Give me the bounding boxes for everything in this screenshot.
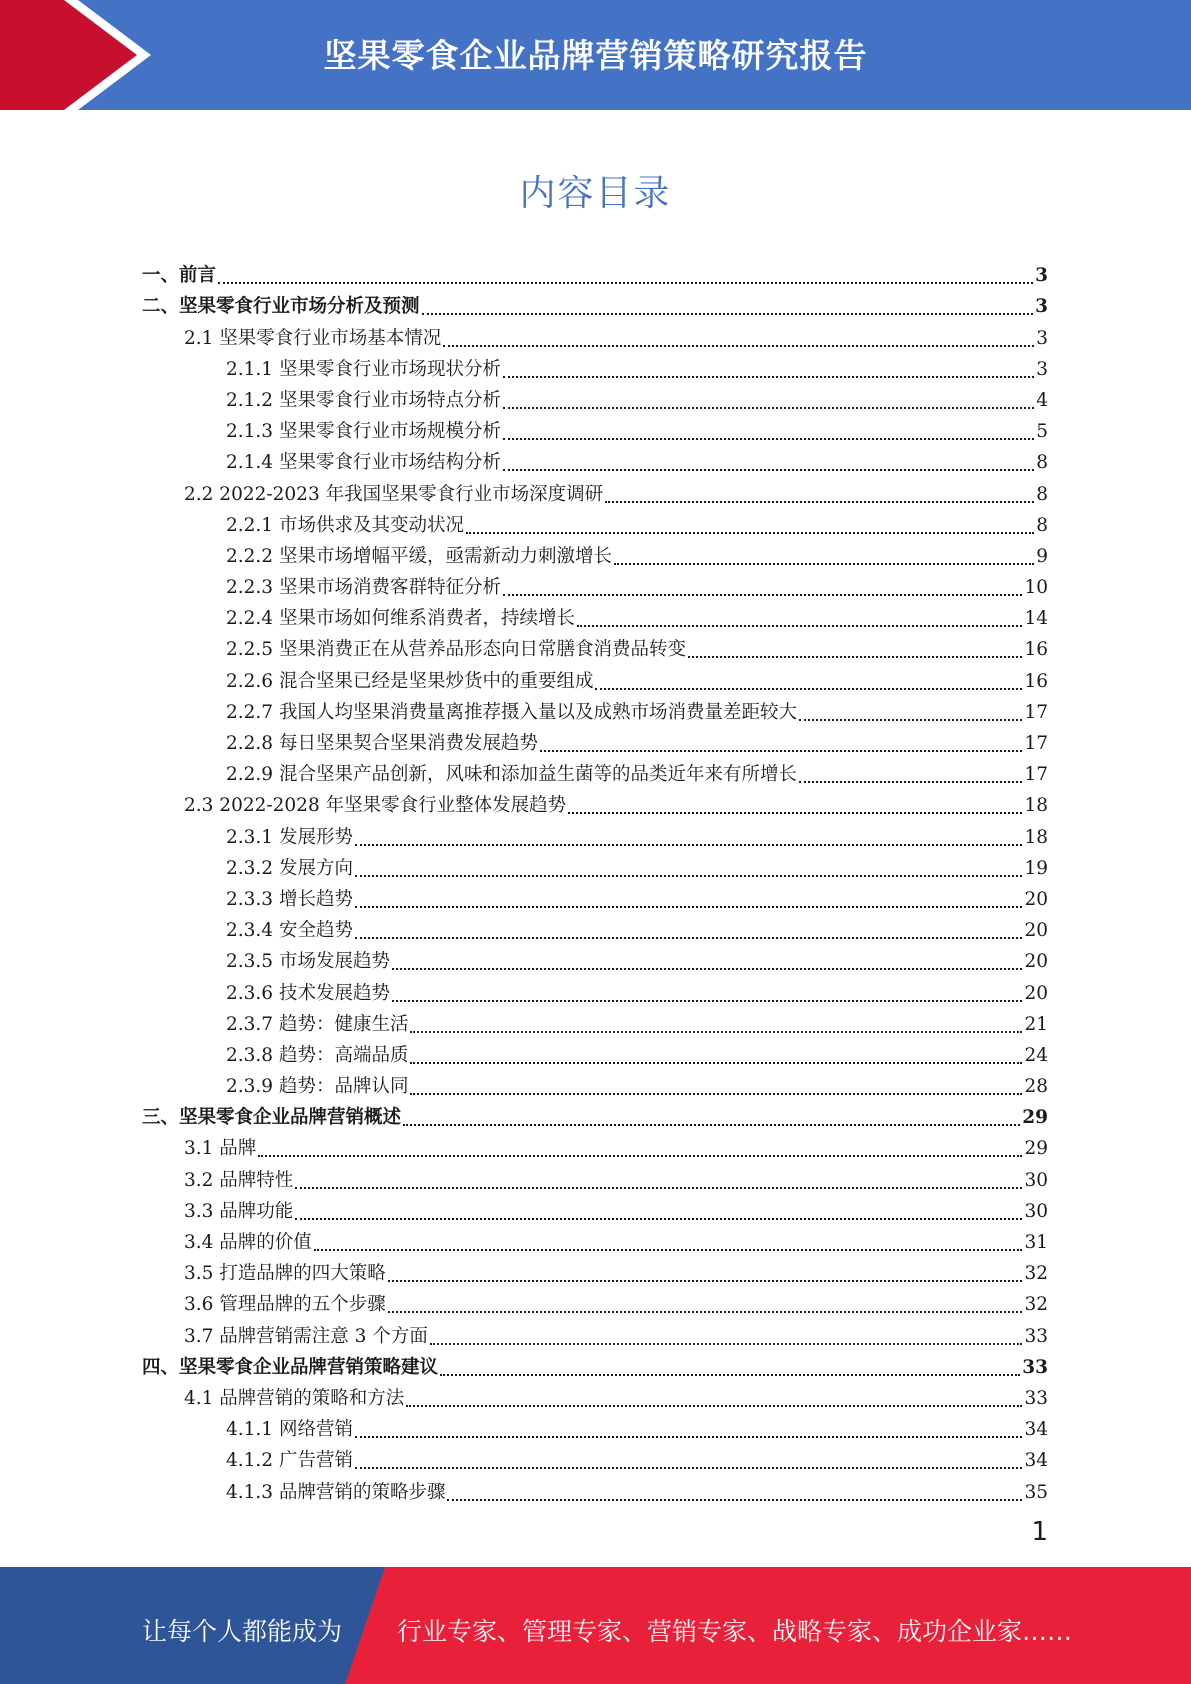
toc-dot-leader (295, 1217, 1022, 1220)
toc-entry[interactable] (142, 630, 1048, 661)
toc-entry-label: 2.2.8 每日坚果契合坚果消费发展趋势 (226, 733, 538, 754)
toc-entry[interactable] (142, 568, 1048, 599)
toc-entry-page: 33 (1024, 1387, 1048, 1409)
toc-entry-label: 3.1 品牌 (184, 1138, 257, 1160)
toc-entry-page: 3 (1036, 327, 1048, 349)
toc-dot-leader (568, 811, 1022, 814)
page-number: 1 (1031, 1517, 1048, 1547)
toc-entry-page: 3 (1035, 296, 1048, 318)
table-of-contents (142, 256, 1048, 1504)
toc-entry-page: 9 (1036, 545, 1048, 567)
toc-entry[interactable] (142, 474, 1048, 505)
toc-entry[interactable] (142, 318, 1048, 349)
toc-entry-page: 8 (1036, 483, 1048, 505)
toc-entry-label: 2.1 坚果零食行业市场基本情况 (184, 327, 442, 349)
toc-entry-label: 一、前言 (142, 265, 217, 287)
toc-entry-page: 17 (1024, 701, 1048, 723)
toc-entry[interactable] (142, 755, 1048, 786)
toc-entry-label: 2.2.7 我国人均坚果消费量离推荐摄入量以及成熟市场消费量差距较大 (226, 701, 797, 723)
toc-entry[interactable] (142, 693, 1048, 724)
toc-entry[interactable] (142, 1441, 1048, 1472)
toc-entry-label: 2.2.1 市场供求及其变动状况 (226, 514, 464, 536)
toc-entry-label: 2.1.4 坚果零食行业市场结构分析 (226, 452, 501, 474)
toc-dot-leader (314, 1248, 1023, 1251)
toc-dot-leader (355, 843, 1023, 846)
toc-entry[interactable] (142, 350, 1048, 381)
toc-entry-label: 4.1.2 广告营销 (226, 1450, 353, 1472)
toc-dot-leader (355, 1435, 1023, 1438)
toc-entry-label: 2.2.5 坚果消费正在从营养品形态向日常膳食消费品转变 (226, 639, 686, 661)
toc-dot-leader (406, 1404, 1022, 1407)
toc-entry[interactable] (142, 973, 1048, 1004)
toc-entry[interactable] (142, 1098, 1048, 1129)
toc-heading: 内容目录 (519, 173, 672, 214)
toc-entry-label: 3.4 品牌的价值 (184, 1232, 312, 1253)
toc-entry-label: 2.3.4 安全趋势 (226, 920, 353, 942)
page-footer (0, 1567, 1191, 1684)
toc-entry-page: 3 (1036, 358, 1048, 380)
toc-entry[interactable] (142, 849, 1048, 880)
toc-dot-leader (503, 437, 1034, 440)
toc-entry[interactable] (142, 1254, 1048, 1285)
toc-entry-label: 二、坚果零食行业市场分析及预测 (142, 296, 420, 318)
toc-dot-leader (466, 531, 1034, 534)
toc-dot-leader (430, 1342, 1023, 1345)
toc-entry-label: 3.3 品牌功能 (184, 1200, 294, 1222)
toc-entry[interactable] (142, 412, 1048, 443)
toc-entry[interactable] (142, 724, 1048, 755)
toc-entry[interactable] (142, 1379, 1048, 1410)
toc-dot-leader (503, 375, 1034, 378)
toc-entry-page: 16 (1024, 670, 1048, 692)
toc-entry-page: 16 (1024, 639, 1048, 661)
toc-dot-leader (410, 1092, 1022, 1095)
toc-entry-page: 34 (1024, 1450, 1048, 1472)
toc-entry-label: 2.3.2 发展方向 (226, 857, 353, 879)
toc-dot-leader (403, 1123, 1020, 1126)
toc-dot-leader (295, 1186, 1022, 1189)
toc-dot-leader (410, 1061, 1022, 1064)
toc-entry[interactable] (142, 1223, 1048, 1254)
toc-dot-leader (503, 468, 1034, 471)
toc-entry-page: 18 (1024, 795, 1048, 817)
toc-dot-leader (422, 312, 1034, 315)
toc-entry-page: 35 (1024, 1481, 1048, 1503)
toc-entry[interactable] (142, 1348, 1048, 1379)
toc-entry-page: 19 (1024, 857, 1048, 879)
toc-entry-page: 17 (1024, 764, 1048, 786)
toc-dot-leader (503, 406, 1034, 409)
toc-entry-label: 2.3.5 市场发展趋势 (226, 951, 390, 973)
toc-entry-label: 2.2.4 坚果市场如何维系消费者，持续增长 (226, 608, 575, 630)
toc-entry[interactable] (142, 599, 1048, 630)
toc-entry-page: 17 (1024, 733, 1048, 754)
toc-dot-leader (410, 1030, 1022, 1033)
toc-entry[interactable] (142, 1129, 1048, 1160)
toc-dot-leader (443, 344, 1034, 347)
toc-entry-page: 8 (1036, 452, 1048, 474)
toc-entry-page: 20 (1024, 982, 1048, 1004)
toc-entry[interactable] (142, 256, 1048, 287)
toc-entry-label: 2.3.1 发展形势 (226, 826, 353, 848)
toc-entry-label: 四、坚果零食企业品牌营销策略建议 (142, 1356, 439, 1378)
toc-dot-leader (447, 1498, 1022, 1501)
toc-dot-leader (388, 1279, 1023, 1282)
toc-entry-label: 2.2 2022-2023 年我国坚果零食行业市场深度调研 (184, 483, 604, 505)
toc-entry-page: 32 (1024, 1263, 1048, 1285)
toc-entry-label: 2.2.3 坚果市场消费客群特征分析 (226, 577, 501, 599)
toc-entry[interactable] (142, 1285, 1048, 1316)
toc-entry[interactable] (142, 1036, 1048, 1067)
toc-entry[interactable] (142, 287, 1048, 318)
toc-dot-leader (540, 749, 1022, 752)
toc-entry-page: 5 (1036, 421, 1048, 443)
toc-entry-page: 8 (1036, 514, 1048, 536)
toc-entry-label: 4.1 品牌营销的策略和方法 (184, 1387, 405, 1409)
toc-entry-page: 33 (1022, 1356, 1048, 1378)
toc-entry-page: 33 (1024, 1325, 1048, 1347)
toc-entry-label: 3.2 品牌特性 (184, 1169, 294, 1191)
toc-entry[interactable] (142, 1472, 1048, 1503)
toc-entry-label: 2.1.3 坚果零食行业市场规模分析 (226, 421, 501, 443)
toc-entry[interactable] (142, 942, 1048, 973)
toc-dot-leader (218, 281, 1033, 284)
toc-dot-leader (355, 905, 1023, 908)
toc-entry[interactable] (142, 381, 1048, 412)
toc-entry-label: 2.1.2 坚果零食行业市场特点分析 (226, 389, 501, 411)
toc-dot-leader (392, 999, 1022, 1002)
toc-entry-page: 28 (1024, 1076, 1048, 1098)
toc-entry-page: 29 (1024, 1138, 1048, 1160)
toc-entry-label: 3.7 品牌营销需注意 3 个方面 (184, 1325, 428, 1347)
toc-entry[interactable] (142, 1067, 1048, 1098)
toc-dot-leader (595, 687, 1022, 690)
toc-entry-label: 3.6 管理品牌的五个步骤 (184, 1294, 386, 1316)
toc-entry-page: 10 (1024, 577, 1048, 599)
toc-entry[interactable] (142, 1005, 1048, 1036)
toc-entry[interactable] (142, 661, 1048, 692)
toc-entry-page: 3 (1035, 265, 1048, 287)
toc-entry-label: 2.3.8 趋势：高端品质 (226, 1044, 409, 1066)
toc-dot-leader (355, 1466, 1023, 1469)
toc-entry-label: 4.1.3 品牌营销的策略步骤 (226, 1481, 446, 1503)
toc-dot-leader (388, 1310, 1023, 1313)
toc-entry-page: 18 (1024, 826, 1048, 848)
toc-entry-label: 2.3.3 增长趋势 (226, 888, 353, 910)
toc-entry-page: 14 (1024, 608, 1048, 630)
toc-dot-leader (440, 1373, 1020, 1376)
toc-dot-leader (799, 780, 1022, 783)
page-header (0, 0, 1191, 110)
toc-dot-leader (258, 1154, 1022, 1157)
toc-dot-leader (799, 718, 1022, 721)
toc-entry[interactable] (142, 1160, 1048, 1191)
toc-entry[interactable] (142, 1192, 1048, 1223)
toc-entry-label: 2.3.7 趋势：健康生活 (226, 1013, 409, 1035)
toc-entry-label: 2.3.6 技术发展趋势 (226, 982, 390, 1004)
toc-entry[interactable] (142, 911, 1048, 942)
toc-dot-leader (355, 936, 1023, 939)
toc-entry-page: 29 (1022, 1107, 1048, 1129)
toc-entry-label: 3.5 打造品牌的四大策略 (184, 1263, 386, 1285)
toc-dot-leader (688, 655, 1022, 658)
toc-dot-leader (577, 624, 1022, 627)
toc-entry-page: 34 (1024, 1419, 1048, 1441)
toc-entry[interactable] (142, 1410, 1048, 1441)
toc-entry-label: 2.3.9 趋势：品牌认同 (226, 1076, 409, 1098)
toc-entry-label: 2.1.1 坚果零食行业市场现状分析 (226, 358, 501, 380)
toc-entry-page: 32 (1024, 1294, 1048, 1316)
toc-entry[interactable] (142, 880, 1048, 911)
toc-entry-label: 2.2.2 坚果市场增幅平缓，亟需新动力刺激增长 (226, 545, 612, 567)
toc-entry[interactable] (142, 443, 1048, 474)
toc-entry-label: 2.2.9 混合坚果产品创新，风味和添加益生菌等的品类近年来有所增长 (226, 764, 797, 786)
toc-entry[interactable] (142, 506, 1048, 537)
toc-entry-page: 20 (1024, 888, 1048, 910)
toc-entry-page: 30 (1024, 1169, 1048, 1191)
report-title: 坚果零食企业品牌营销策略研究报告 (323, 36, 868, 75)
toc-entry[interactable] (142, 817, 1048, 848)
toc-entry-label: 2.2.6 混合坚果已经是坚果炒货中的重要组成 (226, 670, 594, 692)
toc-entry-label: 2.3 2022-2028 年坚果零食行业整体发展趋势 (184, 795, 567, 817)
toc-entry-page: 24 (1024, 1044, 1048, 1066)
toc-entry-label: 三、坚果零食企业品牌营销概述 (142, 1107, 402, 1129)
toc-dot-leader (355, 874, 1023, 877)
toc-dot-leader (614, 562, 1034, 565)
toc-entry-page: 20 (1024, 951, 1048, 973)
toc-entry[interactable] (142, 537, 1048, 568)
toc-entry-label: 4.1.1 网络营销 (226, 1419, 353, 1441)
toc-entry-page: 21 (1024, 1013, 1048, 1035)
toc-dot-leader (605, 500, 1034, 503)
toc-dot-leader (392, 967, 1022, 970)
footer-slogan-right: 行业专家、管理专家、营销专家、战略专家、成功企业家…… (397, 1617, 1073, 1646)
toc-entry[interactable] (142, 786, 1048, 817)
toc-entry[interactable] (142, 1316, 1048, 1347)
toc-entry-page: 4 (1036, 389, 1048, 411)
toc-dot-leader (503, 593, 1022, 596)
toc-entry-page: 20 (1024, 920, 1048, 942)
toc-entry-page: 31 (1024, 1232, 1048, 1253)
toc-entry-page: 30 (1024, 1200, 1048, 1222)
footer-slogan-left: 让每个人都能成为 (142, 1617, 343, 1646)
